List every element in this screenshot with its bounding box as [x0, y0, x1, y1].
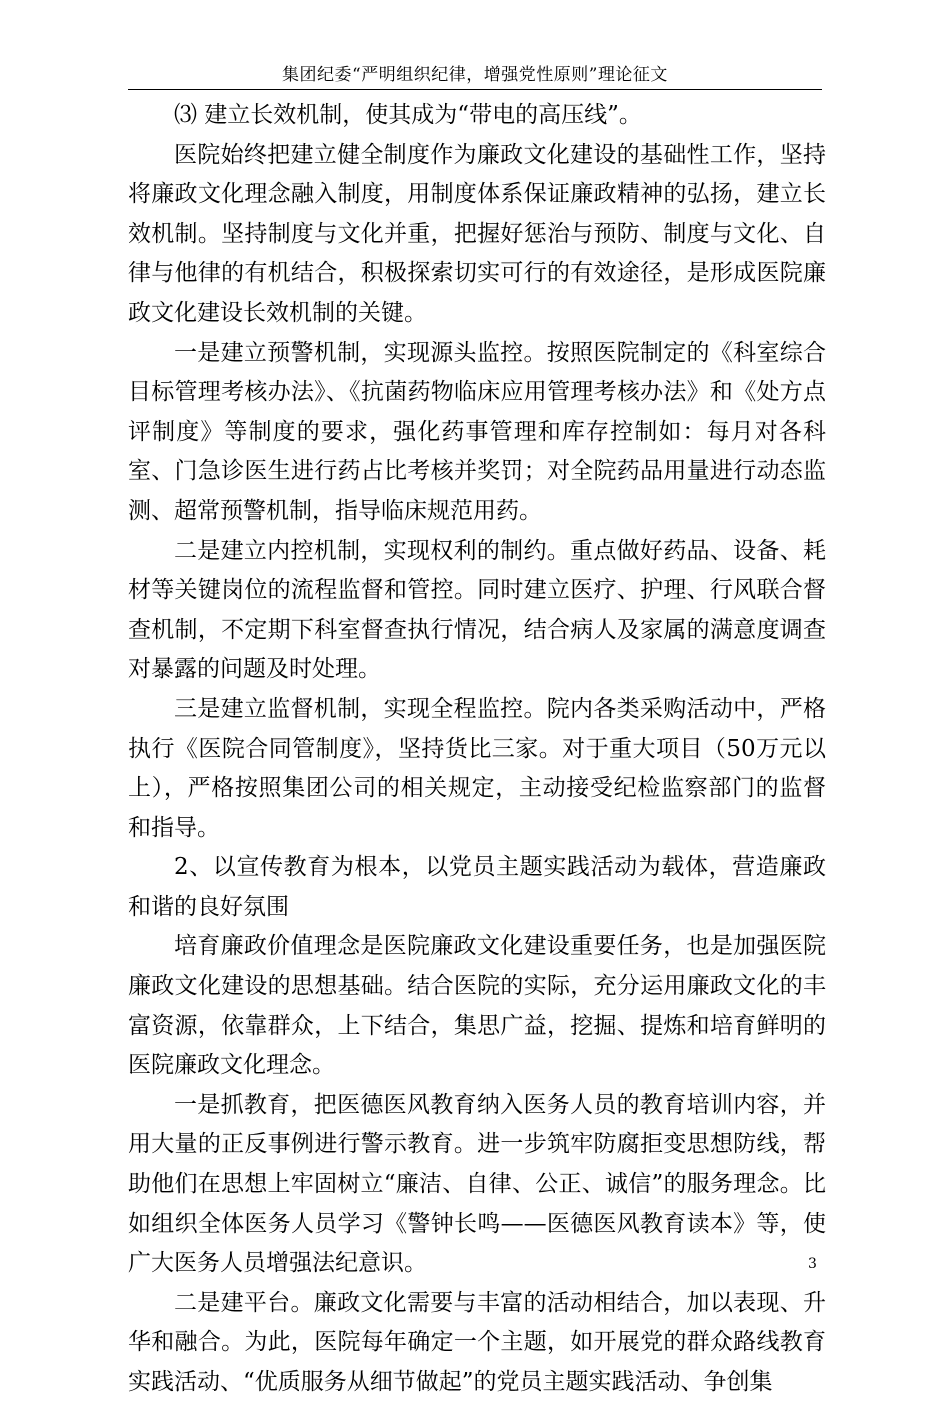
- paragraph: 二是建平台。廉政文化需要与丰富的活动相结合，加以表现、升华和融合。为此，医院每年确定一个主题，如开展党的群众路线教育实践活动、“优质服务从细节做起”的党员主题实践活动、争创集: [128, 1289, 826, 1395]
- paragraph: 一是建立预警机制，实现源头监控。按照医院制定的《科室综合目标管理考核办法》、《抗菌药物临床应用管理考核办法》和《处方点评制度》等制度的要求，强化药事管理和库存控制如：每月对各科室、门急诊医生进行药占比考核并奖罚；对全院药品用量进行动态监测、超常预警机制，指导临床规范用药。: [128, 339, 826, 524]
- section-heading: 2、以宣传教育为根本，以党员主题实践活动为载体，营造廉政和谐的良好氛围: [128, 854, 826, 920]
- paragraph: 医院始终把建立健全制度作为廉政文化建设的基础性工作，坚持将廉政文化理念融入制度，用制度体系保证廉政精神的弘扬，建立长效机制。坚持制度与文化并重，把握好惩治与预防、制度与文化、自律与他律的有机结合，积极探索切实可行的有效途径，是形成医院廉政文化建设长效机制的关键。: [128, 141, 826, 326]
- page-number: 3: [808, 1256, 817, 1272]
- paragraph: 一是抓教育，把医德医风教育纳入医务人员的教育培训内容，并用大量的正反事例进行警示教育。进一步筑牢防腐拒变思想防线，帮助他们在思想上牢固树立“廉洁、自律、公正、诚信”的服务理念。比如组织全体医务人员学习《警钟长鸣——医德医风教育读本》等，使广大医务人员增强法纪意识。: [128, 1091, 826, 1277]
- page-header: 集团纪委“严明组织纪律，增强党性原则”理论征文: [282, 65, 668, 85]
- header-divider: [128, 89, 822, 90]
- subsection-heading: ⑶ 建立长效机制，使其成为“带电的高压线”。: [174, 102, 642, 128]
- paragraph: 三是建立监督机制，实现全程监控。院内各类采购活动中，严格执行《医院合同管制度》，坚持货比三家。对于重大项目（50万元以上），严格按照集团公司的相关规定，主动接受纪检监察部门的监督和指导。: [128, 695, 826, 841]
- paragraph: 培育廉政价值理念是医院廉政文化建设重要任务，也是加强医院廉政文化建设的思想基础。结合医院的实际，充分运用廉政文化的丰富资源，依靠群众，上下结合，集思广益，挖掘、提炼和培育鲜明的医院廉政文化理念。: [128, 933, 826, 1079]
- document-body: [128, 96, 826, 1403]
- paragraph: 二是建立内控机制，实现权利的制约。重点做好药品、设备、耗材等关键岗位的流程监督和管控。同时建立医疗、护理、行风联合督查机制，不定期下科室督查执行情况，结合病人及家属的满意度调查对暴露的问题及时处理。: [128, 537, 826, 683]
